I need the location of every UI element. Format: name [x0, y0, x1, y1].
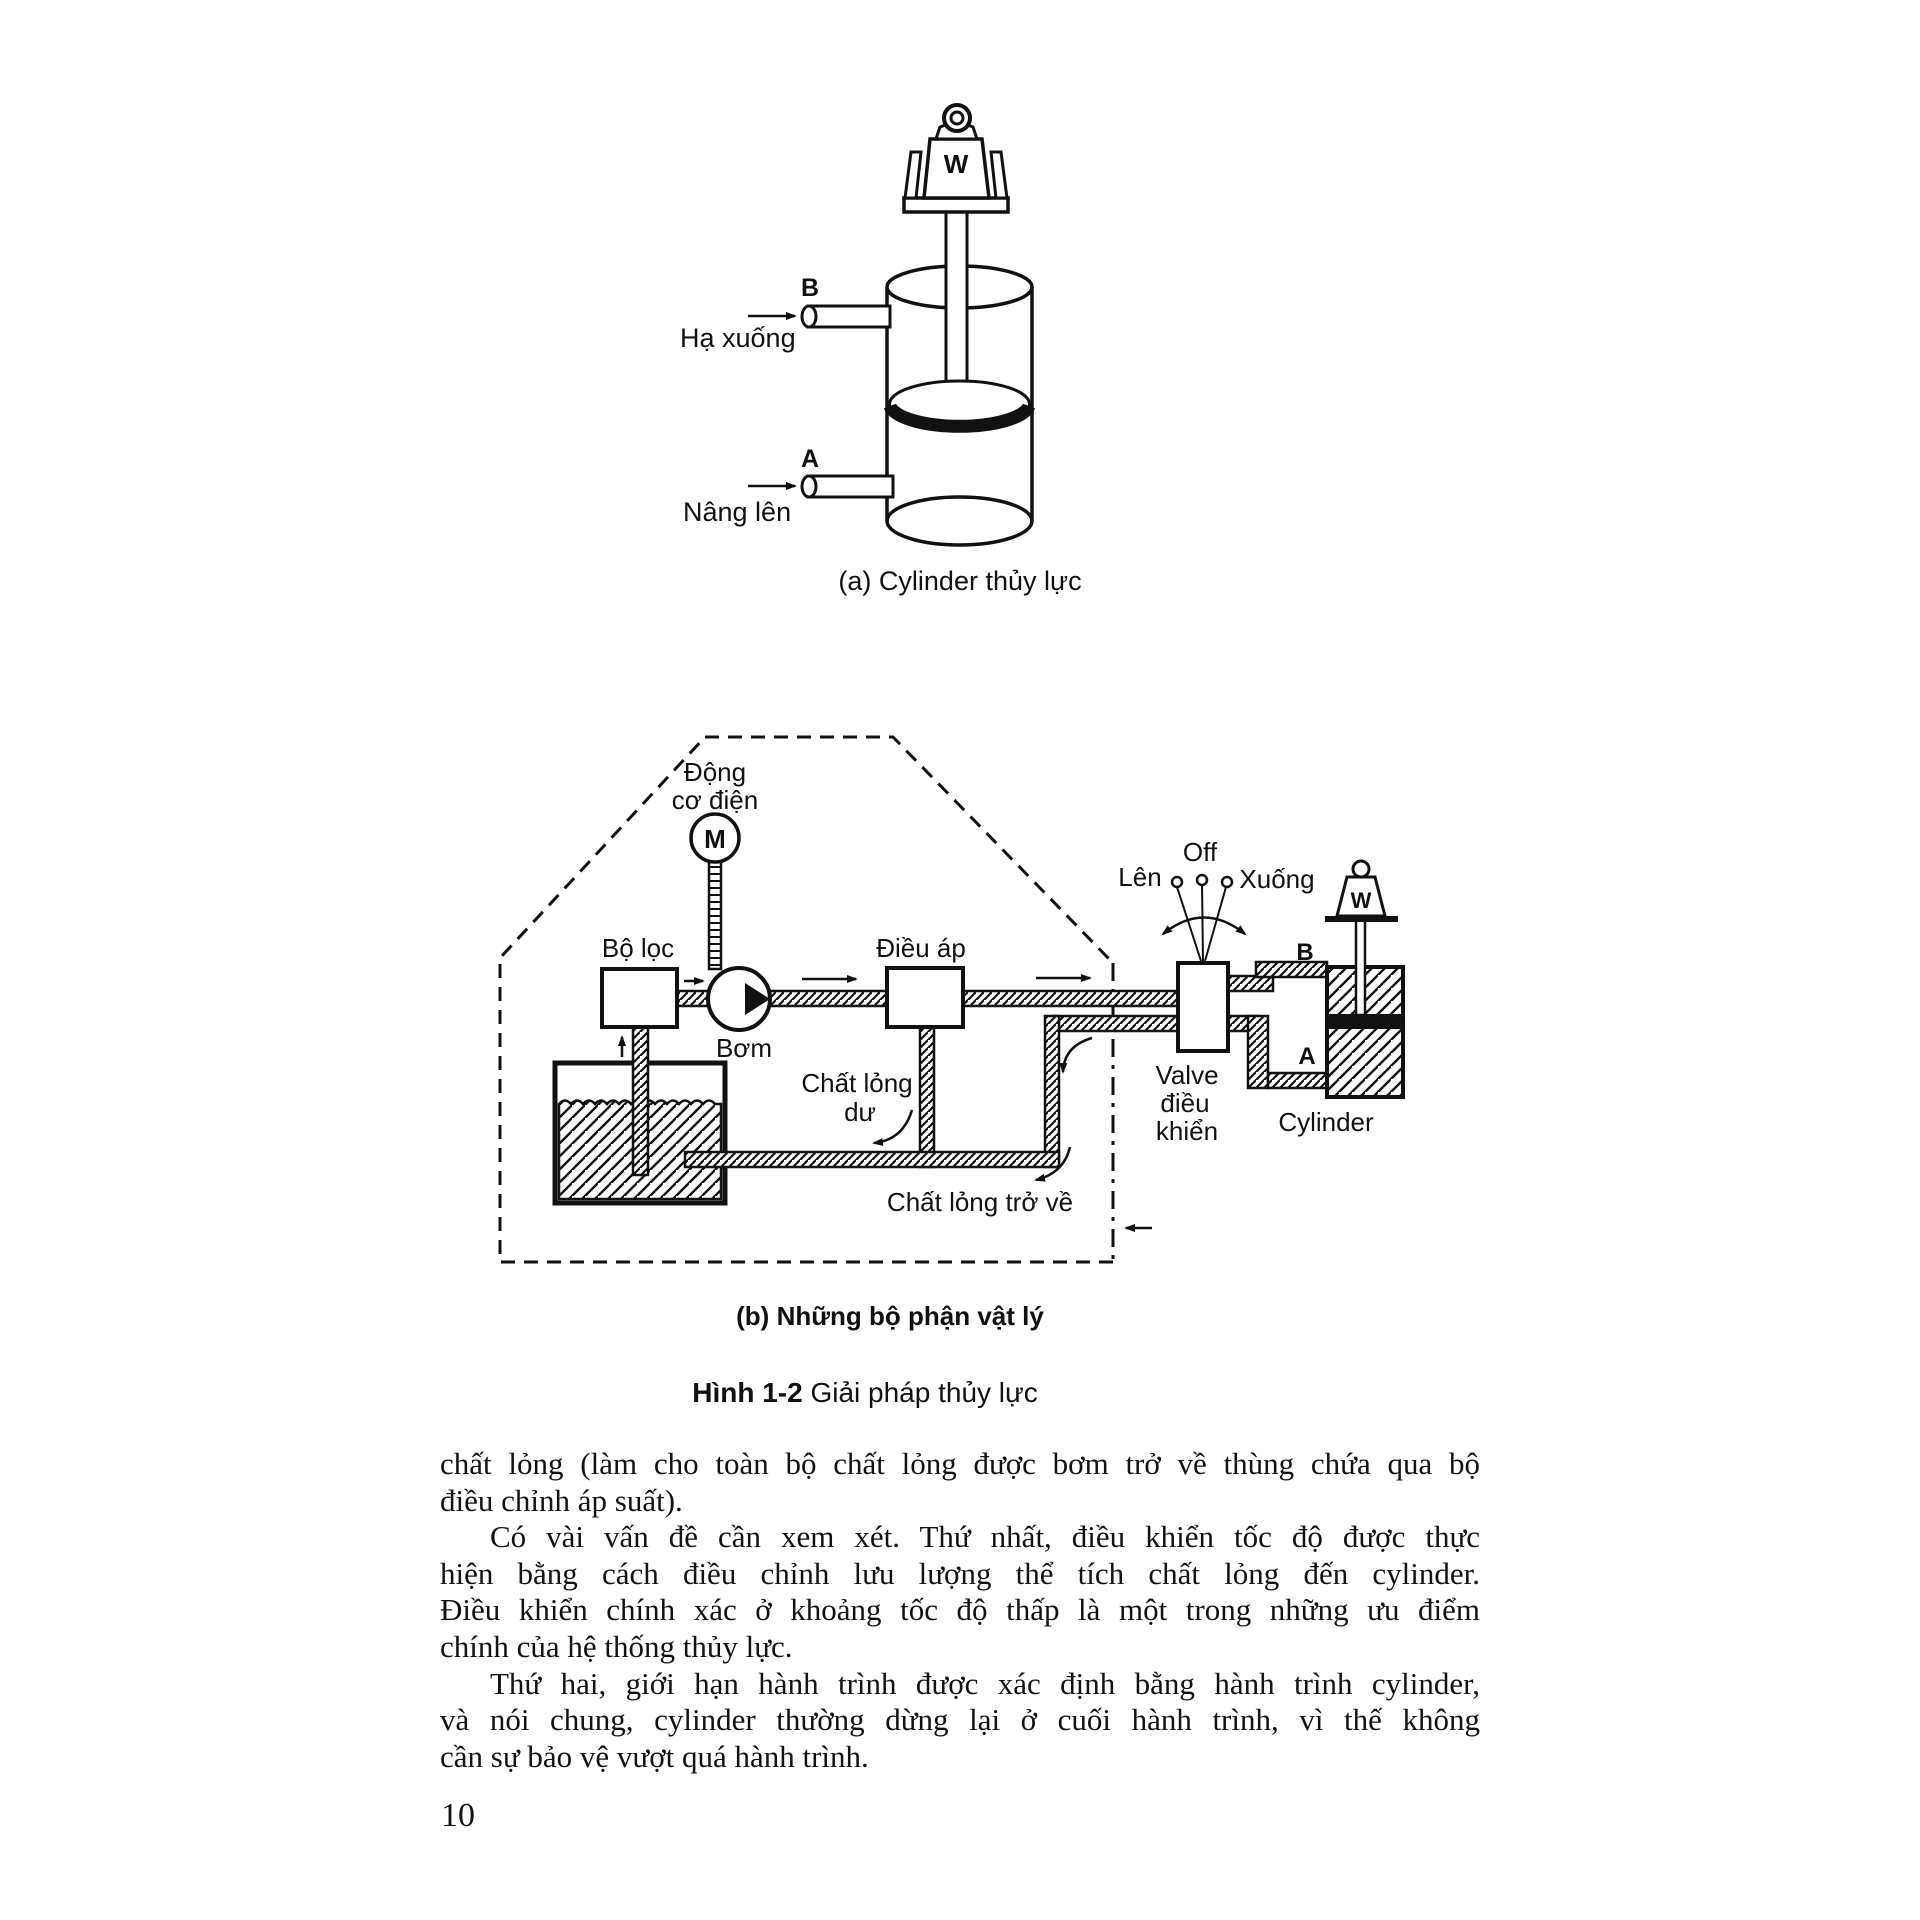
port-b-label-b: B — [1296, 939, 1314, 966]
body-line: điều chỉnh áp suất). — [440, 1482, 683, 1518]
motor-symbol: M — [704, 824, 726, 854]
body-line: Thứ hai, giới hạn hành trình được xác định bằng hành trình cylinder, — [490, 1665, 1480, 1701]
figure-b-hydraulic-system — [500, 737, 1403, 1262]
pipe-valve-to-a-2 — [1248, 1016, 1268, 1088]
pipe-suction — [633, 1024, 648, 1175]
piston — [890, 381, 1030, 427]
weight-assembly — [904, 105, 1008, 212]
filter-label: Bộ lọc — [601, 933, 675, 963]
pipe-regulator-to-valve — [963, 991, 1178, 1006]
pipe-pump-to-regulator — [770, 991, 887, 1006]
lifting-eye-icon — [944, 105, 970, 131]
port-a-action-label: Nâng lên — [683, 497, 792, 527]
lever-down-label: Xuống — [1239, 864, 1315, 894]
filter-box — [602, 969, 677, 1027]
pipe-valve-return-h — [1052, 1016, 1178, 1031]
port-a — [683, 445, 893, 527]
figure-b-caption: (b) Những bộ phận vật lý — [736, 1301, 1044, 1331]
body-text — [440, 1446, 1480, 1775]
port-a-label-b: A — [1298, 1043, 1316, 1070]
cylinder-rod — [1356, 920, 1365, 1015]
control-valve-box — [1178, 963, 1228, 1051]
pipe-filter-to-pump — [677, 991, 708, 1006]
port-b-action-label: Hạ xuống — [680, 323, 796, 353]
valve-label-2: điều — [1160, 1088, 1210, 1118]
regulator-label: Điều áp — [876, 933, 966, 963]
figure-title-number: Hình 1-2 — [692, 1377, 803, 1408]
drive-shaft — [709, 861, 721, 969]
figure-a-hydraulic-cylinder — [680, 105, 1032, 545]
valve-label-3: khiển — [1155, 1116, 1219, 1146]
page-number: 10 — [441, 1797, 475, 1834]
cylinder-block — [1325, 861, 1403, 1097]
pipe-valve-to-b-2 — [1256, 962, 1327, 977]
excess-fluid-label-2: dư — [844, 1097, 876, 1127]
excess-fluid-label-1: Chất lỏng — [801, 1068, 913, 1098]
body-line: Điều khiển chính xác ở khoảng tốc độ thấp là một trong những ưu điểm — [440, 1592, 1480, 1628]
figure-title-text: Giải pháp thủy lực — [802, 1377, 1038, 1408]
pump-label: Bơm — [715, 1033, 773, 1063]
piston-rod — [946, 212, 967, 394]
figure-title — [565, 1377, 1165, 1409]
body-line: và nói chung, cylinder thường dừng lại ở cuối hành trình, vì thế không — [440, 1702, 1480, 1738]
pipe-valve-to-a-3 — [1268, 1073, 1327, 1088]
motor-label-1: Động — [683, 757, 747, 787]
body-line: Có vài vấn đề cần xem xét. Thứ nhất, điều khiển tốc độ được thực — [490, 1519, 1480, 1555]
port-b-label: B — [800, 274, 820, 302]
pipe-valve-return-v — [1045, 1016, 1059, 1167]
motor-label-2: cơ điện — [671, 785, 759, 815]
weight-label: W — [943, 149, 969, 179]
lever-off-label: Off — [1182, 837, 1218, 867]
body-line: hiện bằng cách điều chỉnh lưu lượng thể tích chất lỏng đến cylinder. — [440, 1555, 1480, 1591]
port-a-label: A — [800, 445, 820, 473]
regulator-box — [887, 968, 963, 1027]
pipe-return-line — [685, 1152, 1059, 1167]
figure-a-caption: (a) Cylinder thủy lực — [838, 566, 1082, 596]
pipe-regulator-drain — [920, 1027, 934, 1167]
body-line: chính của hệ thống thủy lực. — [440, 1628, 793, 1664]
lever-up-label: Lên — [1118, 862, 1162, 892]
weight-label-b: W — [1350, 888, 1372, 913]
cylinder-label: Cylinder — [1278, 1107, 1374, 1137]
weight-knob-icon — [1353, 861, 1369, 877]
body-line: chất lỏng (làm cho toàn bộ chất lỏng được bơm trở về thùng chứa qua bộ — [440, 1446, 1480, 1481]
valve-label-1: Valve — [1155, 1060, 1219, 1090]
return-fluid-label: Chất lỏng trở về — [886, 1187, 1074, 1217]
port-b — [680, 274, 890, 353]
valve-lever — [1163, 875, 1245, 961]
body-line: cần sự bảo vệ vượt quá hành trình. — [440, 1738, 869, 1774]
